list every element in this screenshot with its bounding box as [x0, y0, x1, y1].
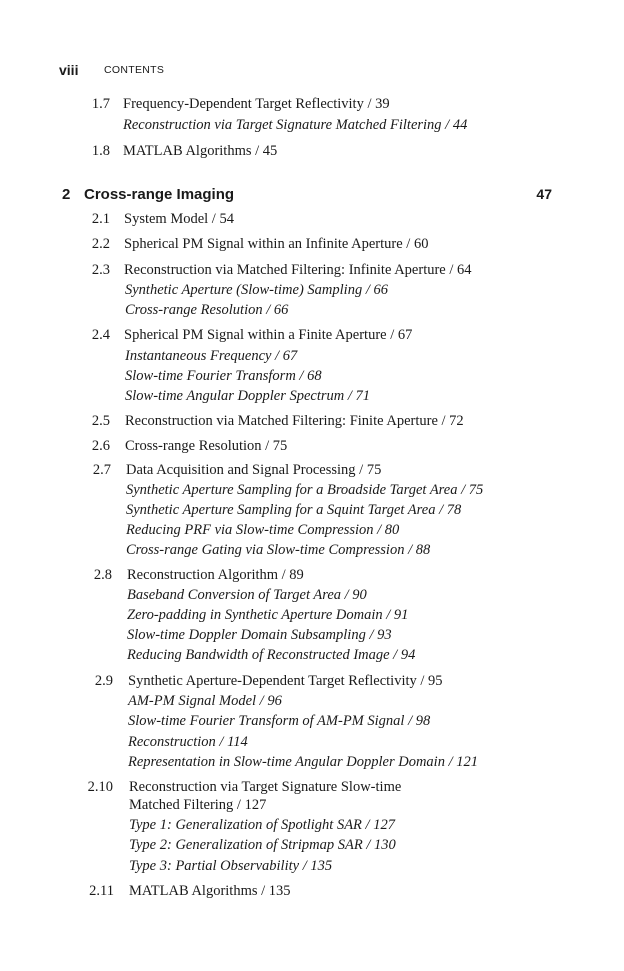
section-entry: Data Acquisition and Signal Processing / 75: [126, 462, 382, 478]
chapter-title: Cross-range Imaging: [84, 186, 235, 203]
section-number: 2.4: [91, 327, 110, 343]
subsection-entry: AM-PM Signal Model / 96: [128, 693, 282, 709]
section-number: 2.1: [91, 211, 110, 227]
section-entry: Reconstruction via Target Signature Slow-time: [129, 779, 402, 795]
subsection-entry: Slow-time Fourier Transform of AM-PM Signal / 98: [128, 713, 431, 729]
section-entry: Reconstruction via Matched Filtering: Infinite Aperture / 64: [124, 262, 472, 278]
subsection-entry: Reducing Bandwidth of Reconstructed Image / 94: [127, 647, 416, 663]
section-entry: Spherical PM Signal within an Infinite Aperture / 60: [124, 236, 429, 252]
subsection-entry: Instantaneous Frequency / 67: [125, 348, 298, 364]
subsection-entry: Cross-range Resolution / 66: [125, 302, 289, 318]
section-number: 1.8: [91, 143, 110, 159]
subsection-entry: Type 1: Generalization of Spotlight SAR / 127: [129, 817, 395, 833]
section-number: 2.8: [93, 567, 112, 583]
subsection-entry: Slow-time Fourier Transform / 68: [125, 368, 322, 384]
section-number: 2.6: [91, 438, 110, 454]
section-entry: Reconstruction Algorithm / 89: [127, 567, 304, 583]
chapter-page: 47: [536, 186, 552, 202]
section-entry: Reconstruction via Matched Filtering: Finite Aperture / 72: [125, 413, 464, 429]
section-number: 2.10: [87, 779, 113, 795]
subsection-entry: Type 3: Partial Observability / 135: [129, 858, 333, 874]
section-number: 2.11: [89, 883, 114, 899]
section-entry: Frequency-Dependent Target Reflectivity / 39: [123, 96, 390, 112]
section-entry: System Model / 54: [124, 211, 234, 227]
subsection-entry: Slow-time Angular Doppler Spectrum / 71: [125, 388, 371, 404]
subsection-entry: Reconstruction / 114: [128, 734, 248, 750]
section-number: 2.5: [91, 413, 110, 429]
chapter-number: 2: [62, 186, 71, 203]
subsection-entry: Synthetic Aperture (Slow-time) Sampling / 66: [125, 282, 388, 298]
subsection-entry: Zero-padding in Synthetic Aperture Domain / 91: [127, 607, 409, 623]
subsection-entry: Slow-time Doppler Domain Subsampling / 93: [127, 627, 392, 643]
section-entry: Synthetic Aperture-Dependent Target Reflectivity / 95: [128, 673, 443, 689]
running-header: CONTENTS: [104, 64, 165, 76]
subsection-entry: Baseband Conversion of Target Area / 90: [127, 587, 367, 603]
subsection-entry: Cross-range Gating via Slow-time Compression / 88: [126, 542, 431, 558]
subsection-entry: Synthetic Aperture Sampling for a Broadside Target Area / 75: [126, 482, 484, 498]
section-entry: MATLAB Algorithms / 45: [123, 143, 278, 159]
page-number: viii: [59, 62, 79, 78]
section-entry: Spherical PM Signal within a Finite Aperture / 67: [124, 327, 413, 343]
section-number: 2.7: [92, 462, 111, 478]
subsection-entry: Type 2: Generalization of Stripmap SAR / 130: [129, 837, 396, 853]
section-number: 2.2: [91, 236, 110, 252]
subsection-entry: Reducing PRF via Slow-time Compression / 80: [126, 522, 400, 538]
section-number: 1.7: [91, 96, 110, 112]
section-number: 2.9: [94, 673, 113, 689]
section-entry: Cross-range Resolution / 75: [125, 438, 288, 454]
section-entry-continued: Matched Filtering / 127: [129, 797, 267, 813]
subsection-entry: Reconstruction via Target Signature Matched Filtering / 44: [123, 117, 468, 133]
section-number: 2.3: [91, 262, 110, 278]
subsection-entry: Representation in Slow-time Angular Doppler Domain / 121: [128, 754, 478, 770]
subsection-entry: Synthetic Aperture Sampling for a Squint Target Area / 78: [126, 502, 462, 518]
section-entry: MATLAB Algorithms / 135: [129, 883, 291, 899]
